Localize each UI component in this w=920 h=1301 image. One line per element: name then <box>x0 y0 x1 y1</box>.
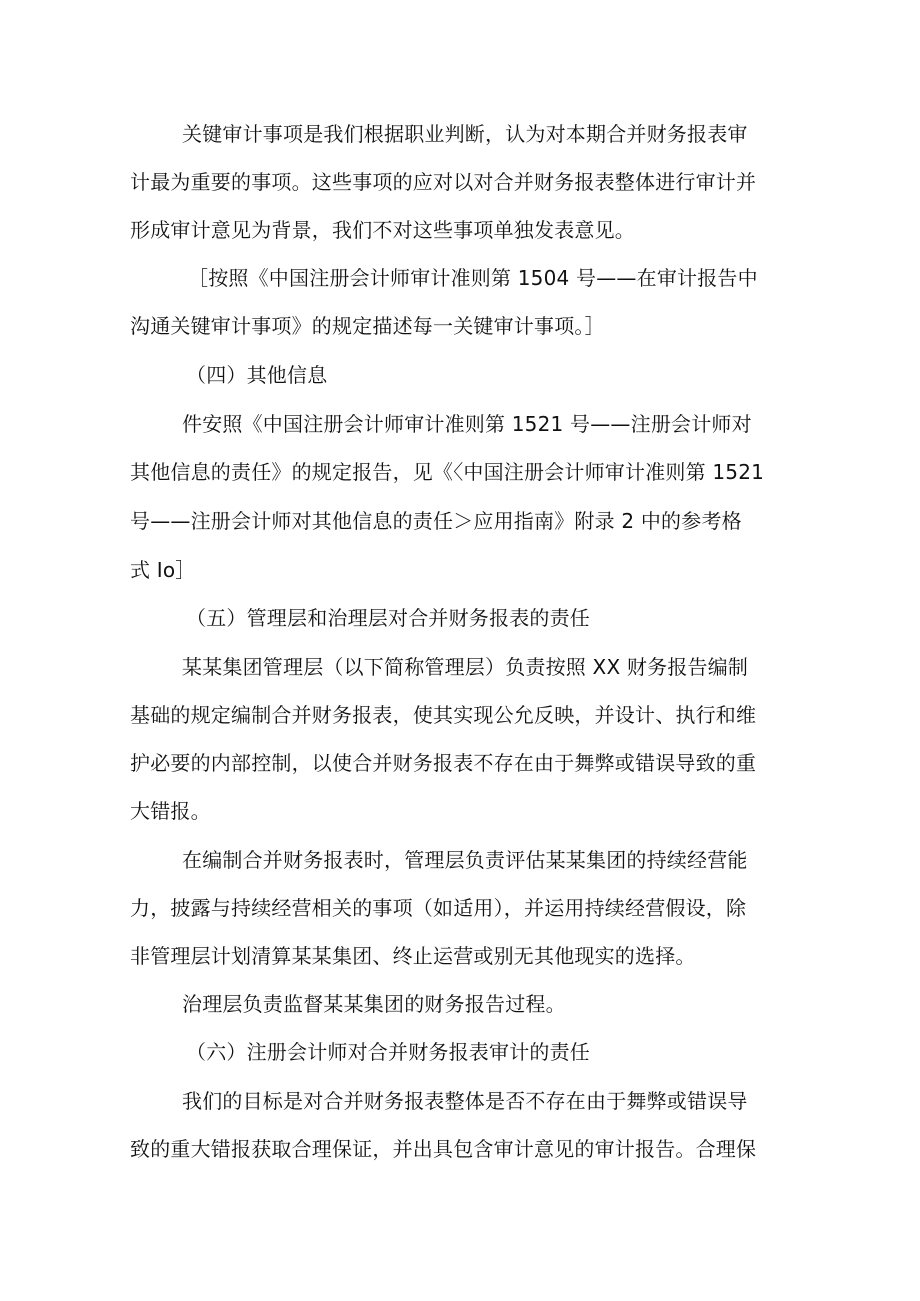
paragraph-line: 在编制合并财务报表时，管理层负责评估某某集团的持续经营能 <box>182 848 748 872</box>
paragraph-line: 某某集团管理层（以下简称管理层）负责按照 XX 财务报告编制 <box>182 655 749 679</box>
paragraph-line: 形成审计意见为背景，我们不对这些事项单独发表意见。 <box>130 218 635 242</box>
paragraph-line: 治理层负责监督某某集团的财务报告过程。 <box>182 992 566 1016</box>
note-line: 沟通关键审计事项》的规定描述每一关键审计事项。］ <box>130 314 605 338</box>
paragraph-line: 大错报。 <box>130 799 211 823</box>
paragraph-line: 号——注册会计师对其他信息的责任＞应用指南》附录 2 中的参考格 <box>130 509 742 533</box>
paragraph-line: 力，披露与持续经营相关的事项（如适用），并运用持续经营假设，除 <box>130 896 747 920</box>
paragraph-line: 式 Io］ <box>130 558 196 582</box>
paragraph-line: 致的重大错报获取合理保证，并出具包含审计意见的审计报告。合理保 <box>130 1137 757 1161</box>
paragraph-line: 我们的目标是对合并财务报表整体是否不存在由于舞弊或错误导 <box>182 1089 748 1113</box>
paragraph-line: 件安照《中国注册会计师审计准则第 1521 号——注册会计师对 <box>182 412 752 436</box>
section-heading: （四）其他信息 <box>186 363 328 387</box>
paragraph-line: 基础的规定编制合并财务报表，使其实现公允反映，并设计、执行和维 <box>130 703 757 727</box>
paragraph-line: 其他信息的责任》的规定报告，见《〈中国注册会计师审计准则第 1521 <box>130 460 765 484</box>
paragraph-line: 计最为重要的事项。这些事项的应对以对合并财务报表整体进行审计并 <box>130 170 757 194</box>
paragraph-line: 非管理层计划清算某某集团、终止运营或别无其他现实的选择。 <box>130 944 696 968</box>
section-heading: （五）管理层和治理层对合并财务报表的责任 <box>186 606 590 630</box>
note-line: ［按照《中国注册会计师审计准则第 1504 号——在审计报告中 <box>188 266 758 290</box>
paragraph-line: 护必要的内部控制，以使合并财务报表不存在由于舞弊或错误导致的重 <box>130 751 757 775</box>
paragraph-line: 关键审计事项是我们根据职业判断，认为对本期合并财务报表审 <box>182 122 748 146</box>
section-heading: （六）注册会计师对合并财务报表审计的责任 <box>186 1040 590 1064</box>
